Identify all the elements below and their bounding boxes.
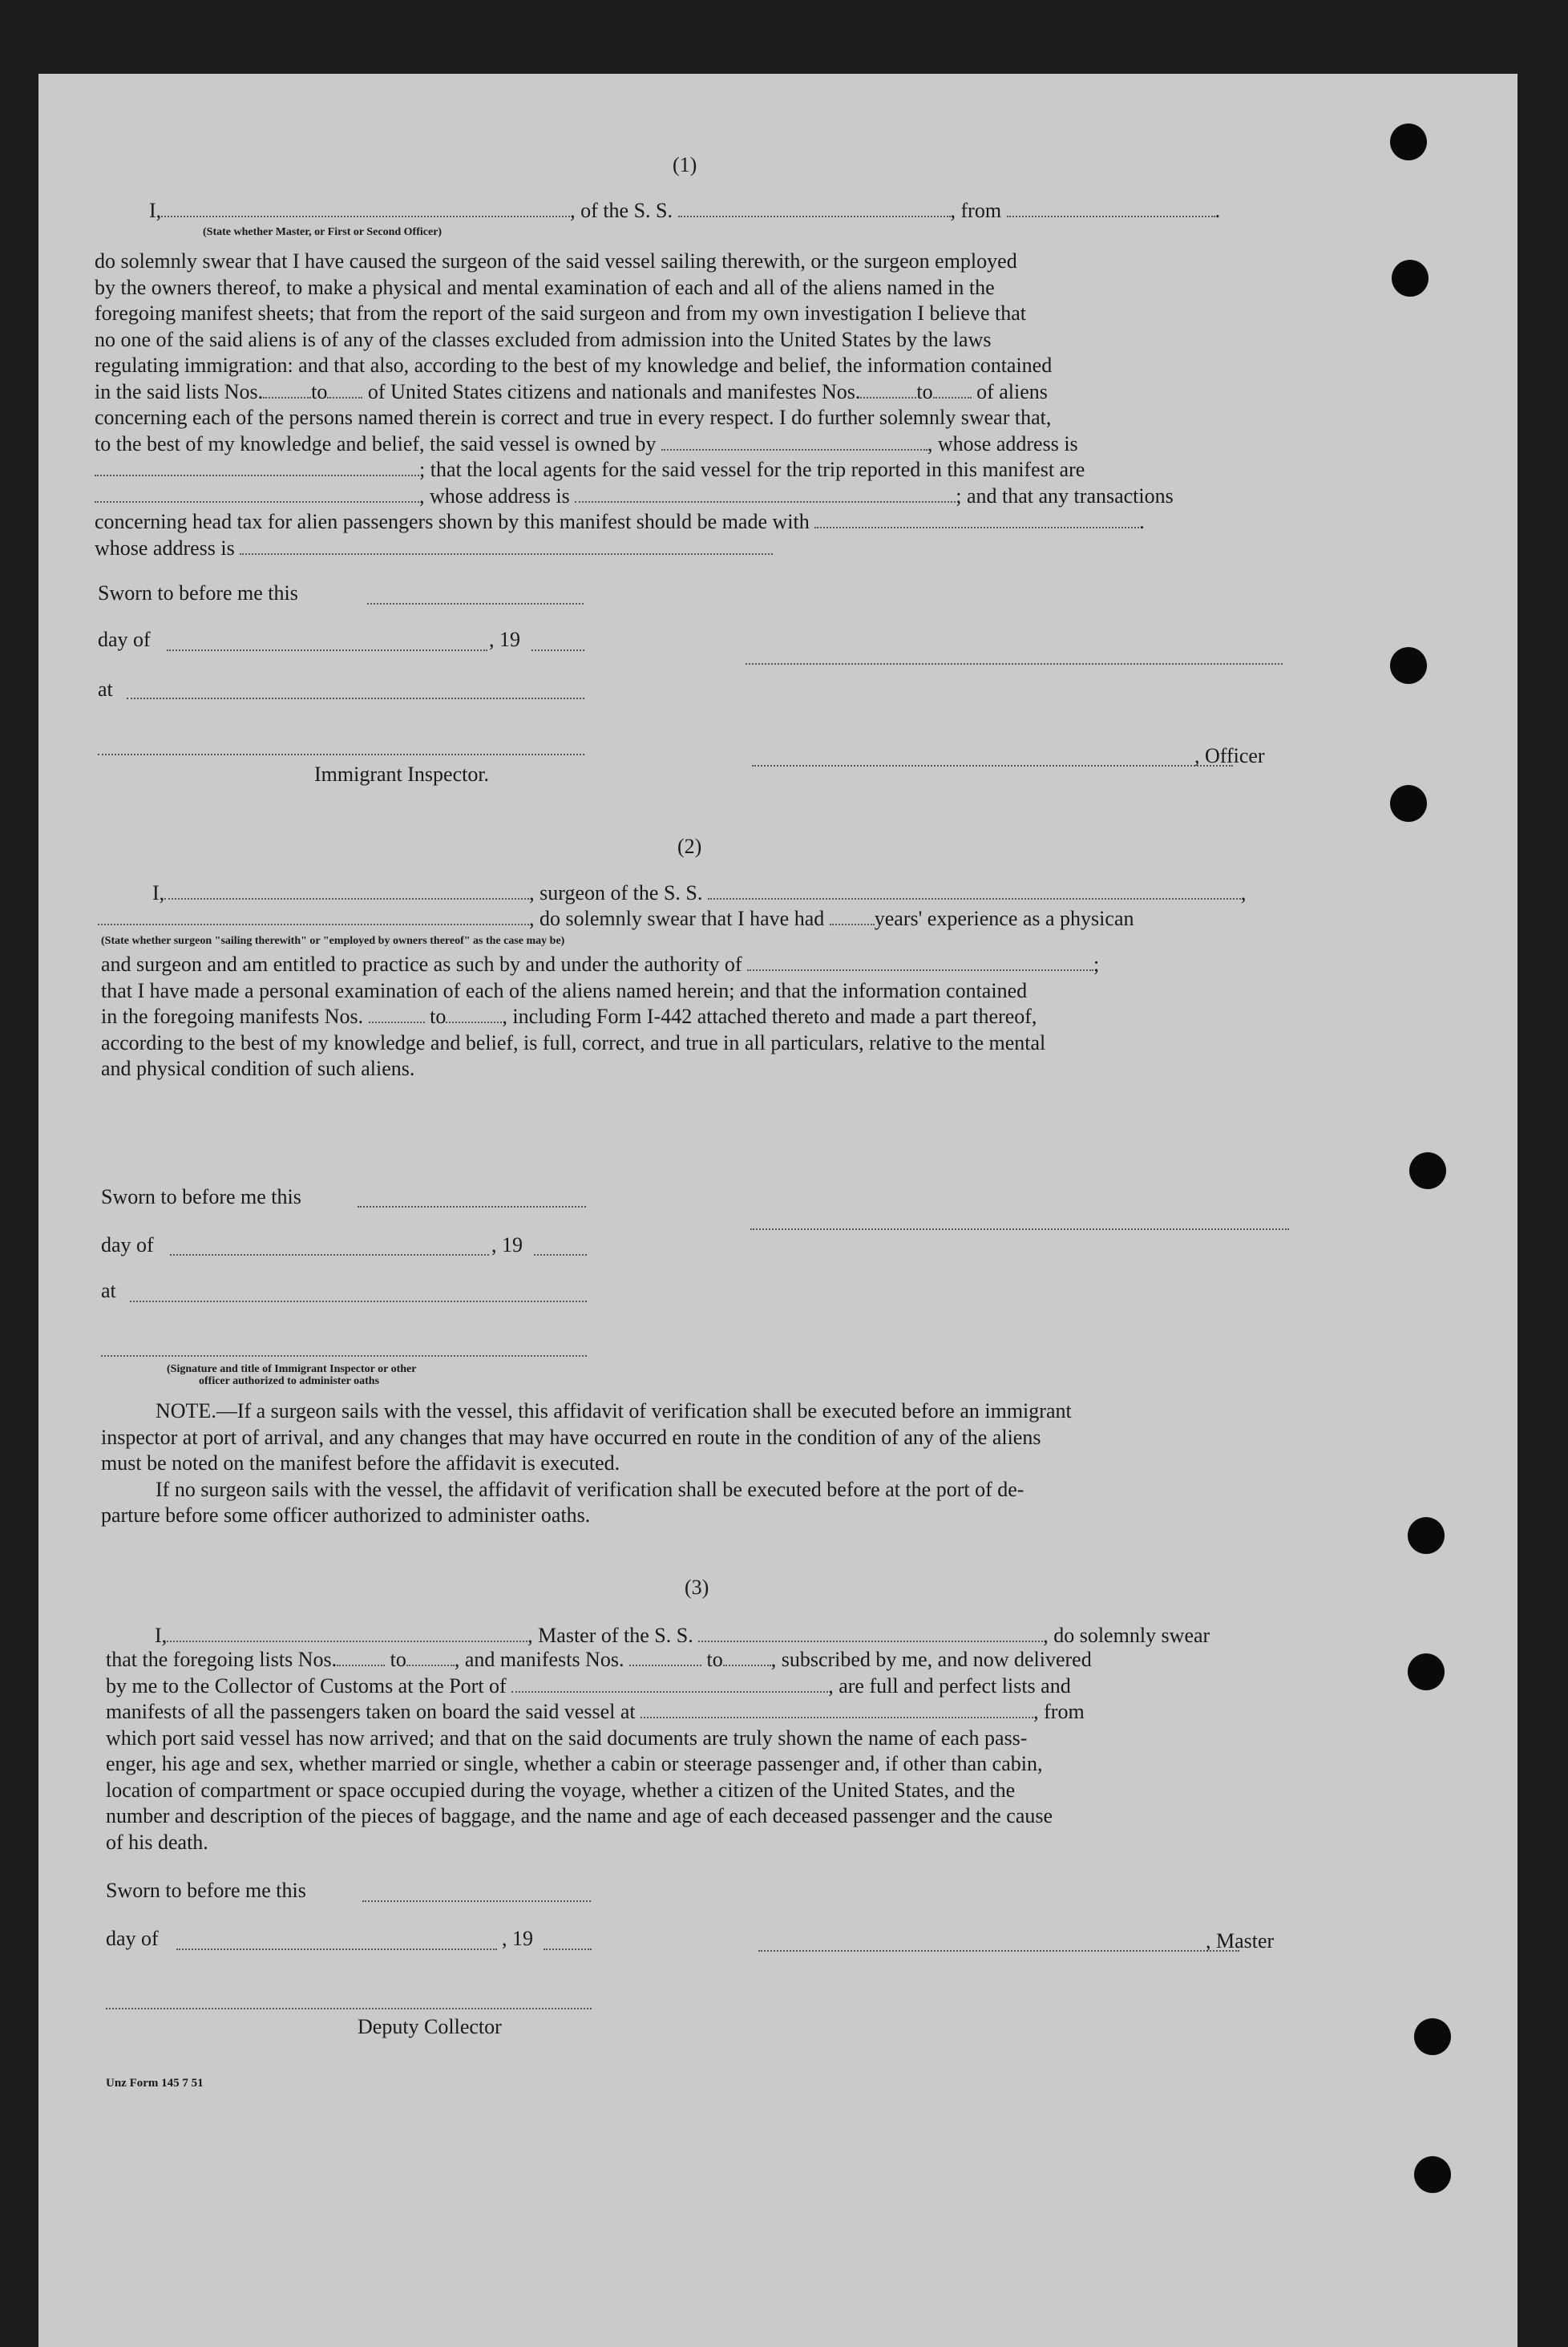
address-label: , whose address is: [927, 431, 1078, 455]
body-line: no one of the said aliens is of any of the classes excluded from admission into the United States by the laws: [95, 327, 992, 351]
inspector-signature-line[interactable]: [101, 1355, 587, 1357]
from-label: , from: [1033, 1700, 1085, 1723]
sworn-label: Sworn to before me this: [98, 581, 298, 605]
body-line: [95, 536, 1321, 562]
section-3-number: (3): [685, 1576, 709, 1599]
body-line: by the owners thereof, to make a physical and mental examination of each and all of the aliens named in the: [95, 275, 995, 299]
section-2-number: (2): [677, 835, 702, 858]
head-tax-address-field[interactable]: [240, 536, 773, 555]
section-2-line1: I, , surgeon of the S. S. ,: [152, 881, 1247, 904]
officer-name-field[interactable]: [161, 198, 570, 217]
sworn-label: Sworn to before me this: [101, 1185, 301, 1208]
aliens-label: of aliens: [976, 379, 1048, 403]
body-line: [95, 379, 1321, 406]
sworn-date-field[interactable]: [362, 1900, 591, 1902]
delivered-label: , subscribed by me, and now delivered: [770, 1648, 1092, 1671]
note-line: NOTE.—If a surgeon sails with the vessel, this affidavit of verification shall be executed before an immigrant: [156, 1399, 1072, 1422]
deputy-signature-line[interactable]: [106, 2008, 592, 2009]
label-i: I,: [149, 199, 162, 222]
sig-note-line2: officer authorized to administer oaths: [199, 1375, 380, 1387]
to-label: to: [706, 1648, 723, 1671]
place-field[interactable]: [127, 698, 584, 699]
manifests-label: in the foregoing manifests Nos.: [101, 1005, 364, 1028]
sworn-date-field[interactable]: [358, 1206, 586, 1208]
dayof-label: day of: [101, 1233, 154, 1256]
owner-address-field[interactable]: [95, 457, 419, 476]
body-line: [106, 1699, 1336, 1726]
from-port-field[interactable]: [1007, 198, 1215, 217]
section-2-body: [101, 952, 1326, 1082]
years-label: years' experience as a physican: [874, 907, 1134, 930]
body-line: and surgeon and am entitled to practice as such by and under the authority of ;: [101, 953, 1100, 976]
master-signature-line[interactable]: [758, 1950, 1239, 1952]
port-field[interactable]: [511, 1673, 828, 1693]
label-from: , from: [950, 199, 1002, 222]
section-3-line1: [155, 1623, 1210, 1649]
body-line: regulating immigration: and that also, according to the best of my knowledge and belief, the information contained: [95, 354, 1053, 377]
to-label: to: [430, 1005, 447, 1028]
master-label: , Master of the S. S.: [527, 1624, 693, 1647]
binder-hole: [1390, 647, 1427, 684]
officer-rank-note: (State whether Master, or First or Second Officer): [203, 226, 443, 238]
section-3-body: [106, 1647, 1336, 1855]
section-1-body: [95, 249, 1321, 561]
officer-signature-line[interactable]: [746, 663, 1283, 665]
officer-label: , Officer: [1194, 744, 1265, 767]
year-field[interactable]: [544, 1948, 592, 1950]
inspector-signature-line[interactable]: [98, 754, 584, 755]
sworn-label: Sworn to before me this: [106, 1879, 306, 1902]
body-line: and physical condition of such aliens.: [101, 1057, 415, 1080]
agents-address-field[interactable]: [575, 484, 956, 503]
master-manifest-to-field[interactable]: [723, 1647, 771, 1666]
at-label: at: [101, 1279, 116, 1302]
body-line: foregoing manifest sheets; that from the report of the said surgeon and from my own investigation I believe that: [95, 301, 1027, 325]
surgeon-name-field[interactable]: [164, 880, 529, 900]
body-line: [95, 457, 1321, 484]
at-label: at: [98, 678, 113, 701]
year-label: , 19: [491, 1233, 523, 1256]
body-line: concerning head tax for alien passengers shown by this manifest should be made with .: [95, 510, 1145, 533]
form-page: [38, 74, 1517, 2347]
swear-label: , do solemnly swear that I have had: [529, 907, 825, 930]
lists-label: in the said lists Nos.: [95, 379, 264, 403]
transactions-label: ; and that any transactions: [956, 484, 1174, 508]
place-field[interactable]: [130, 1301, 587, 1302]
note-line: inspector at port of arrival, and any changes that may have occurred en route in the condition of any of the aliens: [101, 1425, 1041, 1449]
body-line: [101, 1004, 1326, 1030]
surgeon-vessel-field[interactable]: [708, 880, 1241, 900]
body-line: that I have made a personal examination of each of the aliens named herein; and that the information contained: [101, 978, 1028, 1002]
to-label: to: [390, 1648, 406, 1671]
body-line: according to the best of my knowledge and belief, is full, correct, and true in all particulars, relative to the mental: [101, 1030, 1046, 1054]
master-lists-from-field[interactable]: [337, 1647, 385, 1666]
label-i: I,: [152, 881, 165, 904]
master-manifest-from-field[interactable]: [629, 1647, 701, 1666]
address-label: whose address is: [95, 536, 235, 560]
section-2-line2: [98, 906, 1134, 932]
binder-hole: [1408, 1653, 1445, 1690]
vessel-name-field[interactable]: [678, 198, 951, 217]
body-line: of his death.: [106, 1830, 208, 1854]
authority-label: and surgeon and am entitled to practice as such by and under the authority of: [101, 953, 742, 976]
sworn-date-field[interactable]: [367, 603, 584, 605]
note-line: parture before some officer authorized to administer oaths.: [101, 1503, 591, 1527]
manifests-from-field[interactable]: [860, 379, 916, 399]
dayof-label: day of: [98, 628, 151, 651]
dayof-label: day of: [106, 1927, 159, 1950]
body-line: number and description of the pieces of baggage, and the name and age of each deceased passenger and the cause: [106, 1804, 1053, 1827]
label-of-ss: , of the S. S.: [570, 199, 673, 222]
body-line: [106, 1673, 1336, 1700]
port-label: by me to the Collector of Customs at the Port of: [106, 1673, 507, 1698]
swear-label: , do solemnly swear: [1043, 1624, 1210, 1647]
agents-label: ; that the local agents for the said vessel for the trip reported in this manifest are: [419, 458, 1085, 481]
lists-to-field[interactable]: [327, 379, 362, 399]
section-1-number: (1): [673, 153, 697, 176]
year-label: , 19: [489, 628, 520, 651]
inspector-label: Immigrant Inspector.: [314, 763, 490, 786]
owner-field[interactable]: [661, 431, 927, 451]
surgeon-manifest-to-field[interactable]: [446, 1004, 502, 1023]
owned-by-label: to the best of my knowledge and belief, the said vessel is owned by: [95, 431, 657, 455]
binder-hole: [1408, 1517, 1445, 1554]
citizens-label: of United States citizens and nationals and manifestes Nos.: [367, 379, 861, 403]
surgeon-status-field[interactable]: [98, 906, 529, 925]
body-line: concerning each of the persons named therein is correct and true in every respect. I do further solemnly swear that,: [95, 406, 1052, 429]
binder-hole: [1414, 2018, 1451, 2055]
note-line: If no surgeon sails with the vessel, the affidavit of verification shall be executed before at the port of de-: [156, 1477, 1024, 1501]
binder-hole: [1390, 785, 1427, 822]
section-1-line1: I, , of the S. S. , from .: [149, 199, 1221, 222]
day-month-field[interactable]: [170, 1254, 489, 1256]
body-line: do solemnly swear that I have caused the surgeon of the said vessel sailing therewith, or the surgeon employed: [95, 249, 1017, 273]
year-field[interactable]: [534, 1254, 587, 1256]
vessel-at-label: manifests of all the passengers taken on board the said vessel at: [106, 1700, 636, 1723]
day-month-field[interactable]: [167, 649, 487, 651]
authority-field[interactable]: [747, 952, 1093, 971]
master-name-field[interactable]: [167, 1623, 527, 1642]
address-label: , whose address is: [419, 484, 570, 508]
master-label: , Master: [1206, 1929, 1275, 1952]
label-i: I,: [155, 1624, 168, 1647]
note-block: [101, 1398, 1329, 1529]
binder-hole: [1414, 2156, 1451, 2193]
head-tax-field[interactable]: [814, 509, 1139, 528]
lists-perfect-label: , are full and perfect lists and: [828, 1673, 1071, 1698]
deputy-label: Deputy Collector: [358, 2015, 502, 2038]
form-label: , including Form I-442 attached thereto and made a part thereof,: [502, 1005, 1037, 1028]
master-vessel-field[interactable]: [698, 1623, 1043, 1642]
year-field[interactable]: [531, 649, 584, 651]
embark-port-field[interactable]: [641, 1699, 1033, 1718]
surgeon-status-note: (State whether surgeon "sailing therewith" or "employed by owners thereof" as the case may be): [101, 935, 565, 947]
surgeon-signature-line[interactable]: [750, 1228, 1289, 1230]
master-lists-to-field[interactable]: [406, 1647, 455, 1666]
officer-name-line[interactable]: [752, 765, 1233, 767]
body-line: which port said vessel has now arrived; and that on the said documents are truly shown the name of each pass-: [106, 1726, 1028, 1750]
manifests-label: , and manifests Nos.: [454, 1648, 624, 1671]
form-number: Unz Form 145 7 51: [106, 2077, 204, 2090]
surgeon-manifest-from-field[interactable]: [369, 1004, 425, 1023]
body-line: location of compartment or space occupied during the voyage, whether a citizen of the United States, and the: [106, 1778, 1016, 1802]
head-tax-label: concerning head tax for alien passengers shown by this manifest should be made with: [95, 510, 810, 533]
manifests-to-field[interactable]: [933, 379, 972, 399]
surgeon-label: , surgeon of the S. S.: [529, 881, 703, 904]
year-label: , 19: [502, 1927, 533, 1950]
binder-hole: [1390, 123, 1427, 160]
body-line: [95, 431, 1321, 458]
note-line: must be noted on the manifest before the affidavit is executed.: [101, 1451, 620, 1475]
binder-hole: [1392, 260, 1429, 297]
body-line: [106, 1647, 1336, 1673]
body-line: [95, 484, 1321, 510]
to-label: to: [311, 379, 328, 403]
lists-from-field[interactable]: [263, 379, 311, 399]
body-line: enger, his age and sex, whether married or single, whether a cabin or steerage passenger and, if other than cabin,: [106, 1752, 1043, 1775]
day-month-field[interactable]: [176, 1948, 497, 1950]
sig-note-line1: (Signature and title of Immigrant Inspector or other: [167, 1363, 417, 1375]
years-field[interactable]: [830, 906, 875, 925]
lists-label: that the foregoing lists Nos.: [106, 1648, 337, 1671]
agents-field[interactable]: [95, 484, 419, 503]
binder-hole: [1409, 1152, 1446, 1189]
to-label: to: [916, 379, 933, 403]
